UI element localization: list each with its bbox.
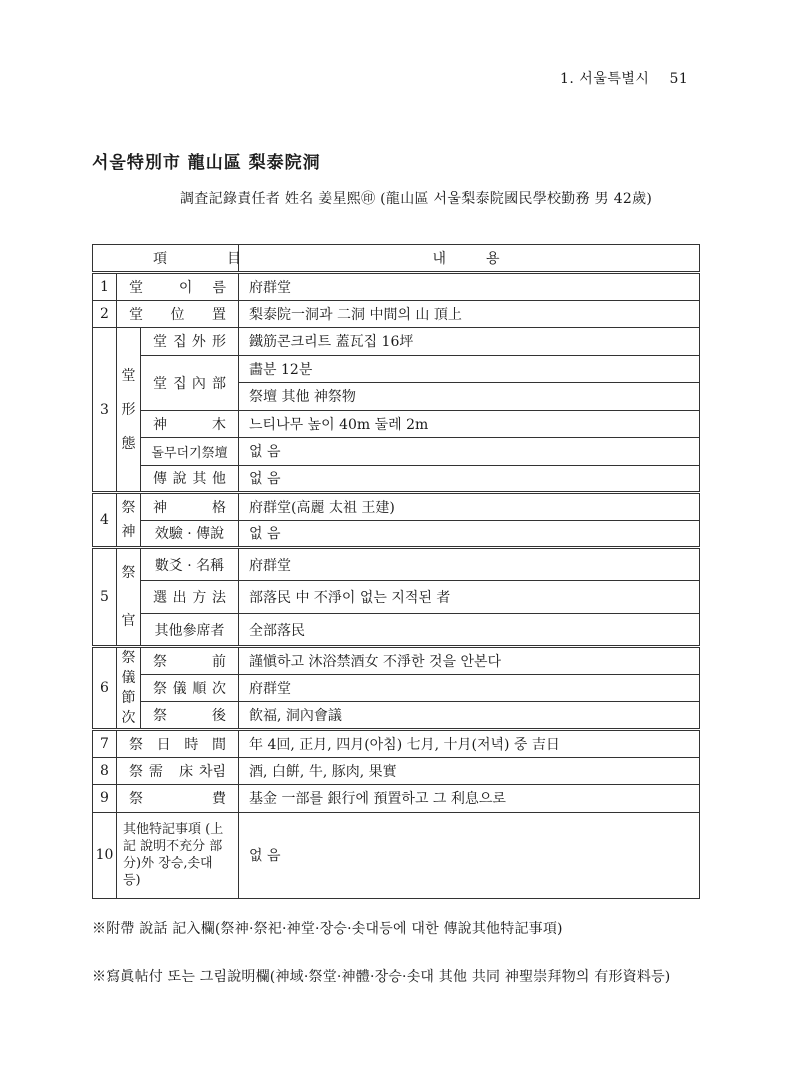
row-value: 畵분 12분 bbox=[239, 355, 700, 383]
category-text: 祭神 bbox=[121, 500, 136, 540]
row-value: 府群堂 bbox=[239, 548, 700, 581]
row-number: 7 bbox=[93, 730, 117, 758]
page-number: 51 bbox=[669, 71, 689, 87]
footnote-photo: ※寫眞帖付 또는 그림說明欄(神域·祭堂·神體·장승·솟대 其他 共同 神聖崇拜物의 有形資料등) bbox=[92, 969, 671, 985]
table-row bbox=[93, 730, 700, 758]
table-row bbox=[93, 328, 700, 356]
row-number: 8 bbox=[93, 757, 117, 785]
table-row bbox=[93, 438, 700, 466]
row-value: 府群堂 bbox=[239, 273, 700, 301]
row-number: 10 bbox=[93, 812, 117, 898]
table-row bbox=[93, 812, 700, 898]
row-label: 堂 位 置 bbox=[117, 300, 239, 328]
table-row bbox=[93, 785, 700, 813]
row-category bbox=[117, 647, 141, 730]
row-value: 基金 一部를 銀行에 預置하고 그 利息으로 bbox=[239, 785, 700, 813]
row-value: 府群堂(高麗 太祖 王建) bbox=[239, 493, 700, 521]
row-value: 梨泰院一洞과 二洞 中間의 山 頂上 bbox=[239, 300, 700, 328]
row-number: 6 bbox=[93, 647, 117, 730]
row-value: 鐵筋콘크리트 蓋瓦집 16坪 bbox=[239, 328, 700, 356]
row-sublabel: 祭 前 bbox=[141, 647, 239, 675]
row-value: 없 음 bbox=[239, 465, 700, 493]
row-number: 3 bbox=[93, 328, 117, 493]
row-value: 部落民 中 不淨이 없는 지적된 者 bbox=[239, 581, 700, 614]
row-sublabel: 效驗 · 傳說 bbox=[141, 520, 239, 548]
row-sublabel: 神 木 bbox=[141, 410, 239, 438]
row-label: 堂 이 름 bbox=[117, 273, 239, 301]
section-title: 1. 서울특별시 bbox=[560, 71, 650, 87]
row-value: 없 음 bbox=[239, 438, 700, 466]
table-row bbox=[93, 702, 700, 730]
row-value: 느티나무 높이 40m 둘레 2m bbox=[239, 410, 700, 438]
row-label: 其他特記事項 (上記 說明不充分 部分)外 장승,솟대 등) bbox=[117, 812, 239, 898]
row-category bbox=[117, 493, 141, 548]
table-row bbox=[93, 757, 700, 785]
footnote-legend: ※附帶 說話 記入欄(祭神·祭祀·神堂·장승·솟대등에 대한 傳說其他特記事項) bbox=[92, 921, 563, 937]
table-row bbox=[93, 647, 700, 675]
row-value: 없 음 bbox=[239, 812, 700, 898]
category-text: 祭儀節次 bbox=[121, 650, 136, 726]
row-value: 없 음 bbox=[239, 520, 700, 548]
table-row bbox=[93, 410, 700, 438]
table-row bbox=[93, 465, 700, 493]
table-row bbox=[93, 273, 700, 301]
table-row bbox=[93, 614, 700, 647]
table-row bbox=[93, 548, 700, 581]
village-location-heading: 서울特別市 龍山區 梨泰院洞 bbox=[92, 153, 321, 173]
row-value: 酒, 白餠, 牛, 豚肉, 果實 bbox=[239, 757, 700, 785]
row-number: 9 bbox=[93, 785, 117, 813]
row-sublabel: 傳 說 其 他 bbox=[141, 465, 239, 493]
row-sublabel: 堂 집 外 形 bbox=[141, 328, 239, 356]
category-text: 祭官 bbox=[121, 565, 136, 629]
row-sublabel: 祭 儀 順 次 bbox=[141, 674, 239, 702]
table-row bbox=[93, 493, 700, 521]
row-number: 2 bbox=[93, 300, 117, 328]
row-label: 祭 日 時 間 bbox=[117, 730, 239, 758]
table-row bbox=[93, 581, 700, 614]
row-category bbox=[117, 548, 141, 647]
table-row bbox=[93, 520, 700, 548]
row-value: 謹愼하고 沐浴禁酒女 不淨한 것을 안본다 bbox=[239, 647, 700, 675]
table-row bbox=[93, 300, 700, 328]
row-sublabel: 數爻 · 名稱 bbox=[141, 548, 239, 581]
row-sublabel: 選 出 方 法 bbox=[141, 581, 239, 614]
row-value: 年 4回, 正月, 四月(아침) 七月, 十月(저녁) 중 吉日 bbox=[239, 730, 700, 758]
header-content: 내용 bbox=[239, 245, 700, 273]
row-sublabel: 堂 집 內 部 bbox=[141, 355, 239, 410]
row-value: 府群堂 bbox=[239, 674, 700, 702]
category-text: 堂形態 bbox=[121, 367, 136, 452]
row-number: 5 bbox=[93, 548, 117, 647]
table-row bbox=[93, 355, 700, 383]
row-sublabel: 祭 後 bbox=[141, 702, 239, 730]
row-sublabel: 神 格 bbox=[141, 493, 239, 521]
header-item: 項目 bbox=[93, 245, 239, 273]
row-label: 祭 費 bbox=[117, 785, 239, 813]
row-number: 1 bbox=[93, 273, 117, 301]
running-head bbox=[560, 68, 700, 88]
survey-recorder-line: 調査記錄責任者 姓名 姜星熙㊞ (龍山區 서울梨泰院國民學校勤務 男 42歲) bbox=[180, 191, 653, 207]
shrine-survey-table bbox=[92, 244, 700, 899]
row-value: 飮福, 洞內會議 bbox=[239, 702, 700, 730]
row-value: 祭壇 其他 神祭物 bbox=[239, 383, 700, 411]
row-label: 祭需 床차림 bbox=[117, 757, 239, 785]
row-value: 全部落民 bbox=[239, 614, 700, 647]
row-sublabel: 돌무더기祭壇 bbox=[141, 438, 239, 466]
row-sublabel: 其他參席者 bbox=[141, 614, 239, 647]
row-category bbox=[117, 328, 141, 493]
row-number: 4 bbox=[93, 493, 117, 548]
table-header-row bbox=[93, 245, 700, 273]
table-row bbox=[93, 674, 700, 702]
